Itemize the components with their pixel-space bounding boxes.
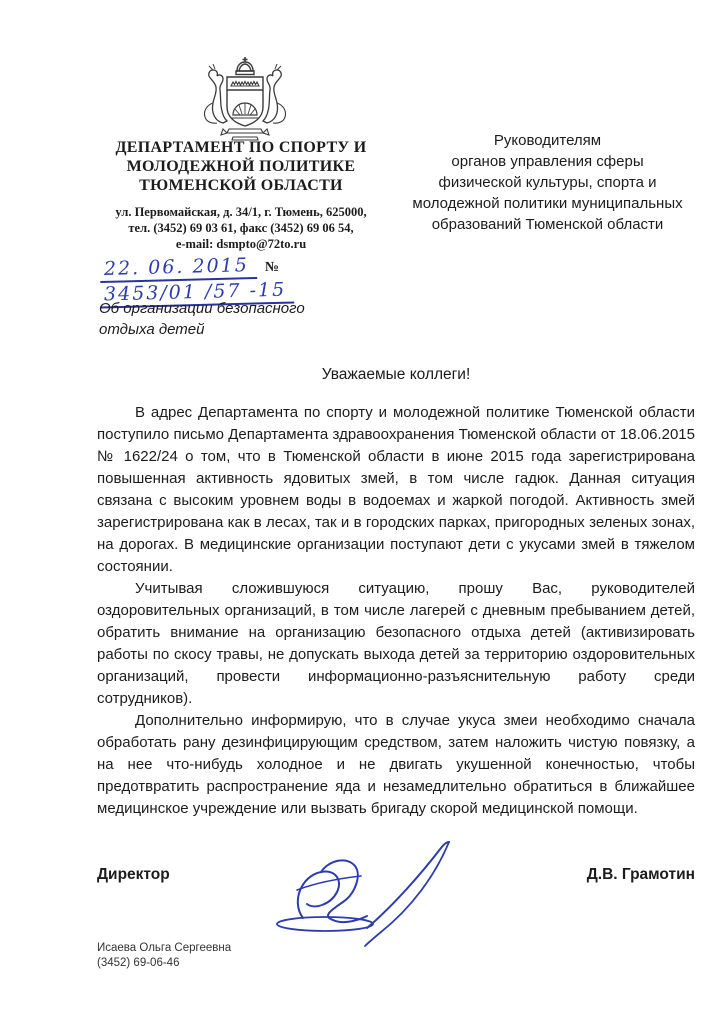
- signature-ink-icon: [263, 832, 463, 950]
- org-name: [88, 138, 394, 195]
- org-address-line: e-mail: dsmpto@72to.ru: [175, 237, 307, 251]
- executor-name: Исаева Ольга Сергеевна: [97, 942, 232, 954]
- org-name-line: ТЮМЕНСКОЙ ОБЛАСТИ: [139, 177, 343, 194]
- number-sign: №: [264, 260, 279, 275]
- recipient-line: физической культуры, спорта и: [438, 174, 657, 191]
- subject-block: [99, 298, 379, 340]
- signer-title: Директор: [97, 866, 170, 883]
- executor-phone: (3452) 69-06-46: [97, 957, 180, 969]
- salutation: Уважаемые коллеги!: [321, 366, 471, 383]
- sable-left-icon: [204, 64, 227, 123]
- signature-row: [97, 866, 695, 884]
- crown-icon: [236, 57, 254, 75]
- org-address-line: тел. (3452) 69 03 61, факс (3452) 69 06 54,: [128, 221, 354, 235]
- handwritten-number: 3453/01 /57 -15: [100, 278, 295, 308]
- handwritten-date: 22. 06. 2015: [100, 254, 257, 283]
- recipient-line: Руководителям: [493, 132, 602, 149]
- signer-name: Д.В. Грамотин: [586, 866, 695, 883]
- executor-block: [97, 941, 397, 971]
- org-address: [88, 204, 394, 252]
- recipient-line: органов управления сферы: [451, 153, 644, 170]
- letter-body: [97, 402, 695, 820]
- tyumen-coat-of-arms-icon: [193, 55, 297, 143]
- recipient-block: [385, 130, 710, 235]
- body-paragraph: Учитывая сложившуюся ситуацию, прошу Вас, руководителей оздоровительных организаций, в том числе лагерей с дневным пребыванием детей, обратить внимание на организацию безопасного отдыха детей (активизировать работы по скосу травы, не допускать выхода детей за территорию оздоровительных организаций, провести информационно-разъяснительную работу среди сотрудников).: [97, 580, 695, 707]
- body-paragraph: Дополнительно информирую, что в случае укуса змеи необходимо сначала обработать рану дезинфицирующим средством, затем наложить чистую повязку, а на нее что-нибудь холодное и не двигать укушенной конечностью, чтобы предотвратить распространение яда и незамедлительно обратиться в ближайшее медицинское учреждение или вызвать бригаду скорой медицинской помощи.: [97, 712, 695, 817]
- org-address-line: ул. Первомайская, д. 34/1, г. Тюмень, 625000,: [115, 205, 367, 219]
- letterhead: [88, 138, 394, 252]
- shield-icon: [227, 77, 263, 126]
- org-name-line: ДЕПАРТАМЕНТ ПО СПОРТУ И: [115, 139, 367, 156]
- recipient-line: молодежной политики муниципальных: [412, 195, 683, 212]
- sable-right-icon: [263, 64, 286, 123]
- org-name-line: МОЛОДЕЖНОЙ ПОЛИТИКЕ: [126, 158, 356, 175]
- reference-line: [100, 254, 440, 306]
- subject-line: Об организации безопасного: [99, 300, 305, 317]
- subject-line: отдыха детей: [99, 321, 205, 338]
- recipient-line: образований Тюменской области: [431, 216, 664, 233]
- body-paragraph: В адрес Департамента по спорту и молодежной политике Тюменской области поступило письмо Департамента здравоохранения Тюменской области от 18.06.2015 № 1622/24 о том, что в Тюменской области в июне 2015 года зарегистрирована повышенная активность ядовитых змей, в том числе гадюк. Данная ситуация связана с высоким уровнем воды в водоемах и жаркой погодой. Активность змей зарегистрирована как в лесах, так и в городских парках, пригородных зеленых зонах, на дорогах. В медицинские организации поступают дети с укусами змей в тяжелом состоянии.: [97, 404, 695, 575]
